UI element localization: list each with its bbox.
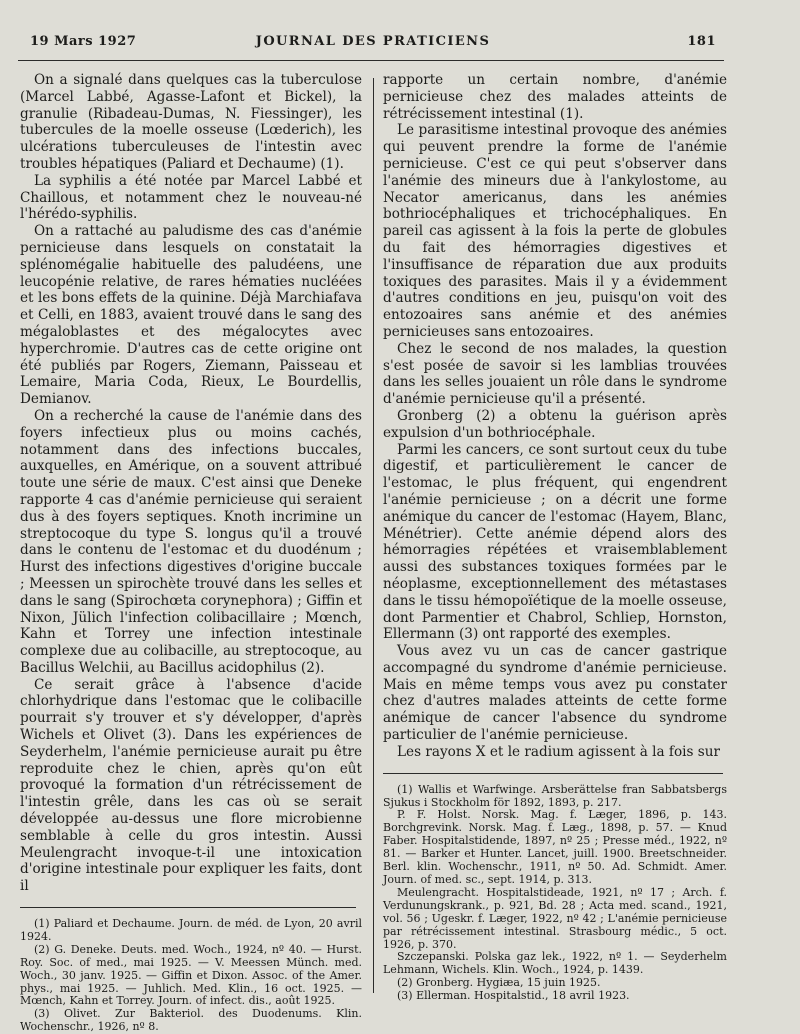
header-rule [18,60,724,61]
footnote-rule [20,907,356,908]
journal-title: JOURNAL DES PRATICIENS [255,34,491,49]
paragraph: Chez le second de nos malades, la question s'est posée de savoir si les lamblias trouvées dans les selles jouaient un rôle dans le syndrome d'anémie pernicieuse qu'il a présenté. [383,340,727,408]
paragraph: Le parasitisme intestinal provoque des anémies qui peuvent prendre la forme de l'anémie pernicieuse. C'est ce qui peut s'observer dans l'anémie des mineurs due à l'ankylostome, au Necator americanus, dans les anémies bothriocéphaliques et trichocéphaliques. En pareil cas agissent à la fois la perte de globules du fait des hémorragies digestives et l'insuffisance de réparation due aux produits toxiques des parasites. Mais il y a évidemment d'autres conditions en jeu, puisqu'on voit des entozoaires sans anémie et des anémies pernicieuses sans entozoaires. [383,122,727,340]
footnotes-left [20,918,362,1034]
paragraph: On a signalé dans quelques cas la tuberculose (Marcel Labbé, Agasse-Lafont et Bickel), la granulie (Ribadeau-Dumas, N. Fiessinger), les tubercules de la moelle osseuse (Lœderich), les ulcérations tuberculeuses de l'intestin avec troubles hépatiques (Paliard et Dechaume) (1). [20,72,362,172]
paragraph: Ce serait grâce à l'absence d'acide chlorhydrique dans l'estomac que le colibacille pourrait s'y trouver et s'y développer, d'après Wichels et Olivet (3). Dans les expériences de Seyderhelm, l'anémie pernicieuse aurait pu être reproduite chez le chien, après qu'on eût provoqué la formation d'un rétrécissement de l'intestin grêle, dans les cas où se serait développée au-dessus une flore microbienne semblable à celle du gros intestin. Aussi Meulengracht invoque-t-il une intoxication d'origine intestinale pour expliquer les faits, dont il [20,676,362,895]
footnotes-right [383,784,727,1003]
footnote: (2) Gronberg. Hygiæa, 15 juin 1925. [397,976,601,990]
paragraph: La syphilis a été notée par Marcel Labbé et Chaillous, et notamment chez le nouveau-né l'hérédo-syphilis. [20,172,362,223]
footnote-rule [383,773,723,774]
paragraph: Vous avez vu un cas de cancer gastrique accompagné du syndrome d'anémie pernicieuse. Mais en même temps vous avez pu constater chez d'autres malades atteints de cette forme anémique de cancer l'absence du syndrome particulier de l'anémie pernicieuse. [383,643,727,744]
page-number: 181 [687,34,716,49]
footnote: P. F. Holst. Norsk. Mag. f. Læger, 1896, p. 143. Borchgrevink. Norsk. Mag. f. Læg., 1898, p. 57. — Knud Faber. Hospitalstidende, 1897, nº 25 ; Presse méd., 1922, nº 81. — Barker et Hunter. Lancet, juill. 1900. Breetschneider. Berl. klin. Wochenschr., 1911, nº 50. Ad. Schmidt. Amer. Journ. of med. sc., sept. 1914, p. 313. [383,808,727,887]
paragraph: Les rayons X et le radium agissent à la fois sur [397,743,721,760]
paragraph: Gronberg (2) a obtenu la guérison après expulsion d'un bothriocéphale. [383,407,727,441]
paragraph: Parmi les cancers, ce sont surtout ceux du tube digestif, et particulièrement le cancer de l'estomac, le plus fréquent, qui engendrent l'anémie pernicieuse ; on a décrit une forme anémique du cancer de l'estomac (Hayem, Blanc, Ménétrier). Cette anémie dépend alors des hémorragies répétées et vraisemblablement aussi des substances toxiques formées par le néoplasme, exceptionnellement des métastases dans le tissu hémopoïétique de la moelle osseuse, dont Parmentier et Chabrol, Schliep, Hornston, Ellermann (3) ont rapporté des exemples. [383,441,727,643]
left-column [20,72,362,1034]
paragraph: rapporte un certain nombre, d'anémie pernicieuse chez des malades atteints de rétrécissement intestinal (1). [383,72,727,122]
issue-date: 19 Mars 1927 [30,34,137,49]
footnote: Szczepanski. Polska gaz lek., 1922, nº 1. — Seyderhelm Lehmann, Wichels. Klin. Woch., 1924, p. 1439. [383,950,727,977]
page-header [30,34,716,54]
paragraph: On a rattaché au paludisme des cas d'anémie pernicieuse dans lesquels on constatait la splénomégalie habituelle des paludéens, une leucopénie relative, de rares hématies nucléées et les bons effets de la quinine. Déjà Marchiafava et Celli, en 1883, avaient trouvé dans le sang des mégaloblastes et des mégalocytes avec hyperchromie. D'autres cas de cette origine ont été publiés par Rogers, Ziemann, Paisseau et Lemaire, Maria Coda, Rieux, Le Bourdellis, Demianov. [20,223,362,408]
footnote: (3) Ellerman. Hospitalstid., 18 avril 1923. [397,989,630,1003]
footnote: (2) G. Deneke. Deuts. med. Woch., 1924, nº 40. — Hurst. Roy. Soc. of med., mai 1925. — V. Meessen Münch. med. Woch., 30 janv. 1925. — Giffin et Dixon. Assoc. of the Amer. phys., mai 1925. — Juhlich. Med. Klin., 16 oct. 1925. — Mœnch, Kahn et Torrey. Journ. of infect. dis., août 1925. [20,942,362,1008]
right-column [383,72,727,1003]
column-rule [373,78,374,993]
paragraph: On a recherché la cause de l'anémie dans des foyers infectieux plus ou moins cachés, notamment dans des infections buccales, auxquelles, en Amérique, on a souvent attribué toute une série de maux. C'est ainsi que Deneke rapporte 4 cas d'anémie pernicieuse qui seraient dus à des foyers septiques. Knoth incrimine un streptocoque du type S. longus qu'il a trouvé dans le contenu de l'estomac et du duodénum ; Hurst des infections digestives d'origine buccale ; Meessen un spirochète trouvé dans les selles et dans le sang (Spirochœta corynephora) ; Giffin et Nixon, Jülich l'infection colibacillaire ; Mœnch, Kahn et Torrey une infection intestinale complexe due au colibacille, au streptocoque, au Bacillus Welchii, au Bacillus acidophilus (2). [20,407,362,676]
footnote: (1) Wallis et Warfwinge. Arsberättelse fran Sabbatsbergs Sjukus i Stockholm för 1892, 1893, p. 217. [383,782,727,809]
footnote: Meulengracht. Hospitalstideade, 1921, nº 17 ; Arch. f. Verdunungskrank., p. 921, Bd. 28 ; Acta med. scand., 1921, vol. 56 ; Ugeskr. f. Læger, 1922, nº 42 ; L'anémie pernicieuse par rétrécissement intestinal. Strasbourg médic., 5 oct. 1926, p. 370. [383,885,727,951]
footnote: (1) Paliard et Dechaume. Journ. de méd. de Lyon, 20 avril 1924. [20,917,362,943]
footnote: (3) Olivet. Zur Bakteriol. des Duodenums. Klin. Wochenschr., 1926, nº 8. [20,1007,362,1034]
